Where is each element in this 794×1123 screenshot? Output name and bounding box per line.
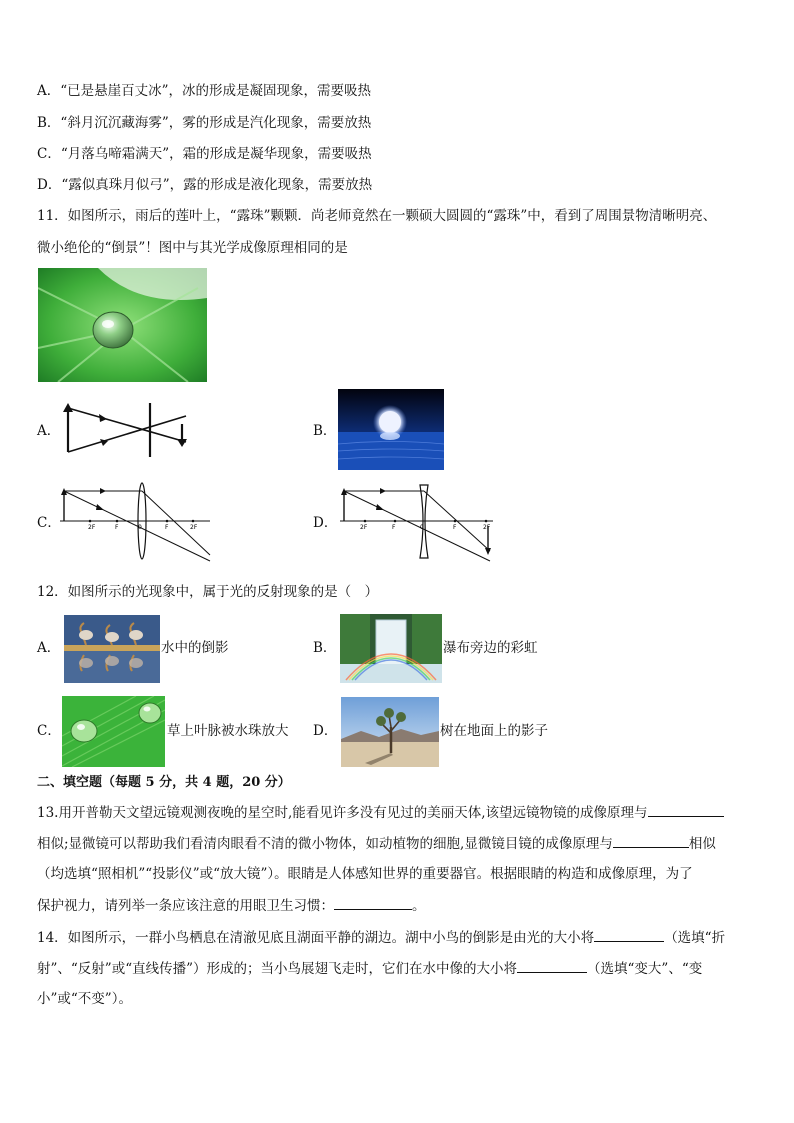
label-2f-left: 2F [88,524,96,531]
q12-option-a-label: A． [37,640,61,656]
q12-caption-b: 瀑布旁边的彩虹 [443,640,538,656]
tree-shadow-desert-image [341,697,439,767]
water-drops-on-leaf-image [62,696,165,767]
label-f-right: F [453,524,457,531]
q13-line2 [37,833,716,854]
q12-option-b-label: B． [313,640,337,656]
q11-option-b-label: B． [313,423,337,439]
label-o: 0 [138,524,142,531]
q13-text-2a: 相似;显微镜可以帮助我们看清肉眼看不清的微小物体，如动植物的细胞,显微镜目镜的成像原理与 [37,836,613,852]
q10-option-a: A．“已是悬崖百丈冰”，冰的形成是凝固现象，需要吸热 [37,83,372,99]
label-f-left: F [115,524,119,531]
q11-stem-line2: 微小绝伦的“倒景”！图中与其光学成像原理相同的是 [37,240,348,256]
q12-option-d-label: D． [313,723,338,739]
q14-text-1b: （选填“折 [664,930,726,946]
q11-stem-line1: 11．如图所示，雨后的莲叶上，“露珠”颗颗．尚老师竟然在一颗硕大圆圆的“露珠”中，看到了周围景物清晰明亮、 [37,208,717,224]
label-2f-right: 2F [483,524,491,531]
label-2f-left: 2F [360,524,368,531]
label-o: 0 [420,524,424,531]
label-f-right: F [165,524,169,531]
q13-line4 [37,895,426,916]
waterfall-rainbow-image [340,614,442,683]
q11-option-d-label: D． [313,515,338,531]
concave-lens-ray-diagram [340,481,495,568]
q12-caption-a: 水中的倒影 [161,640,229,656]
label-2f-right: 2F [190,524,198,531]
q14-line1 [37,927,725,948]
convex-lens-ray-diagram [60,481,212,568]
q10-option-d: D．“露似真珠月似弓”，露的形成是液化现象，需要放热 [37,177,373,193]
q13-text-2b: 相似 [688,836,716,852]
pinhole-imaging-diagram [62,402,192,458]
dewdrop-on-leaf-image [38,268,207,382]
q13-blank-2[interactable] [613,833,689,848]
q12-stem: 12．如图所示的光现象中，属于光的反射现象的是（ ） [37,584,379,600]
q13-text-4a: 保护视力，请列举一条应该注意的用眼卫生习惯： [37,898,334,914]
q14-text-2b: （选填“变大”、“变 [587,961,703,977]
q13-line3: （均选填“照相机”“投影仪”或“放大镜”）。眼睛是人体感知世界的重要器官。根据眼睛的构造和成像原理，为了 [37,866,693,882]
moon-over-water-image [338,389,444,470]
q14-line2 [37,958,702,979]
q14-blank-2[interactable] [517,958,587,973]
q14-blank-1[interactable] [594,927,664,942]
label-f-left: F [392,524,396,531]
q12-caption-c: 草上叶脉被水珠放大 [167,723,289,739]
q13-text-4b: 。 [412,898,426,914]
section-heading: 二、填空题（每题 5 分，共 4 题，20 分） [37,775,291,790]
q12-caption-d: 树在地面上的影子 [440,723,548,739]
q13-line1 [37,802,724,823]
q10-option-b: B．“斜月沉沉藏海雾”，雾的形成是汽化现象，需要放热 [37,115,372,131]
q10-option-c: C．“月落乌啼霜满天”，霜的形成是凝华现象，需要吸热 [37,146,372,162]
q13-blank-3[interactable] [334,895,412,910]
q13-blank-1[interactable] [648,802,724,817]
q14-line3: 小”或“不变”）。 [37,991,132,1007]
q11-option-c-label: C． [37,515,61,531]
q11-option-a-label: A． [37,423,61,439]
q14-text-2a: 射”、“反射”或“直线传播”）形成的；当小鸟展翅飞走时，它们在水中像的大小将 [37,961,518,977]
q14-text-1a: 14．如图所示，一群小鸟栖息在清澈见底且湖面平静的湖边。湖中小鸟的倒影是由光的大小将 [37,930,595,946]
q12-option-c-label: C． [37,723,61,739]
q13-text-1: 13.用开普勒天文望远镜观测夜晚的星空时,能看见许多没有见过的美丽天体,该望远镜物镜的成像原理与 [37,805,648,821]
birds-reflection-image [64,615,160,683]
